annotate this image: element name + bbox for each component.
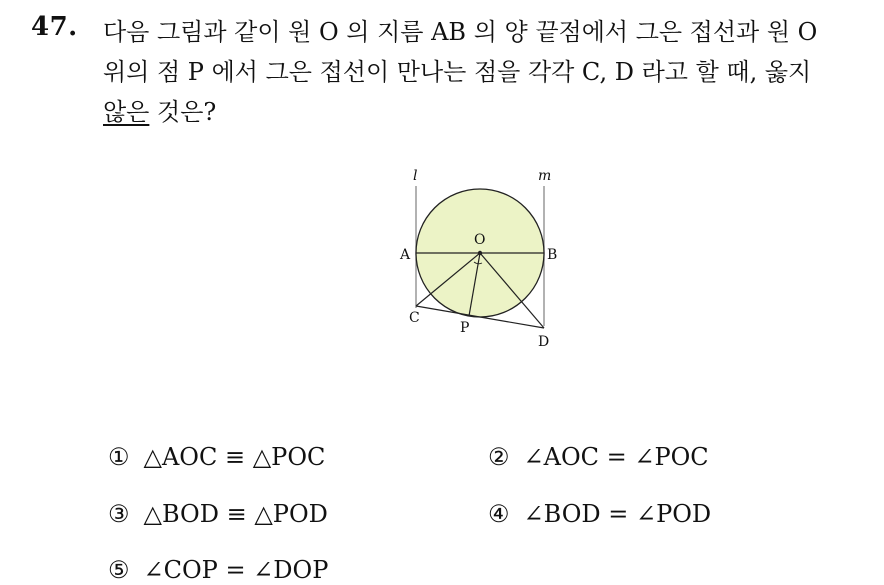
choice-text: ∠COP = ∠DOP [143,556,329,584]
choice-number: ④ [488,500,510,528]
label-c: C [409,310,420,326]
choice-number: ② [488,443,510,471]
choice-number: ③ [108,500,130,528]
choice-1 [108,442,325,472]
question-text [103,12,873,132]
choice-number: ⑤ [108,556,130,584]
choice-5 [108,555,328,585]
label-b: B [547,247,558,263]
choice-text: △AOC ≡ △POC [143,443,326,471]
question-line-3-rest: 것은? [149,98,217,126]
question-line-3 [103,92,873,132]
geometry-diagram [392,160,572,355]
question-number: 47. [31,12,78,42]
label-d: D [538,334,550,350]
choice-text: ∠BOD = ∠POD [523,500,712,528]
geometry-figure [392,160,572,355]
label-a: A [400,247,411,263]
question-line-1: 다음 그림과 같이 원 O 의 지름 AB 의 양 끝점에서 그은 접선과 원 O [103,18,818,46]
label-p: P [460,320,470,336]
label-l: l [413,168,418,184]
underlined-word: 않은 [103,98,150,126]
center-point [478,251,482,255]
choice-3 [108,499,328,529]
label-m: m [538,168,552,184]
question-line-2: 위의 점 P 에서 그은 접선이 만나는 점을 각각 C, D 라고 할 때, 옳지 [103,58,812,86]
choice-text: ∠AOC = ∠POC [523,443,709,471]
choice-4 [488,499,711,529]
label-o: O [474,232,486,248]
choice-number: ① [108,443,130,471]
choice-2 [488,442,709,472]
choice-text: △BOD ≡ △POD [143,500,328,528]
